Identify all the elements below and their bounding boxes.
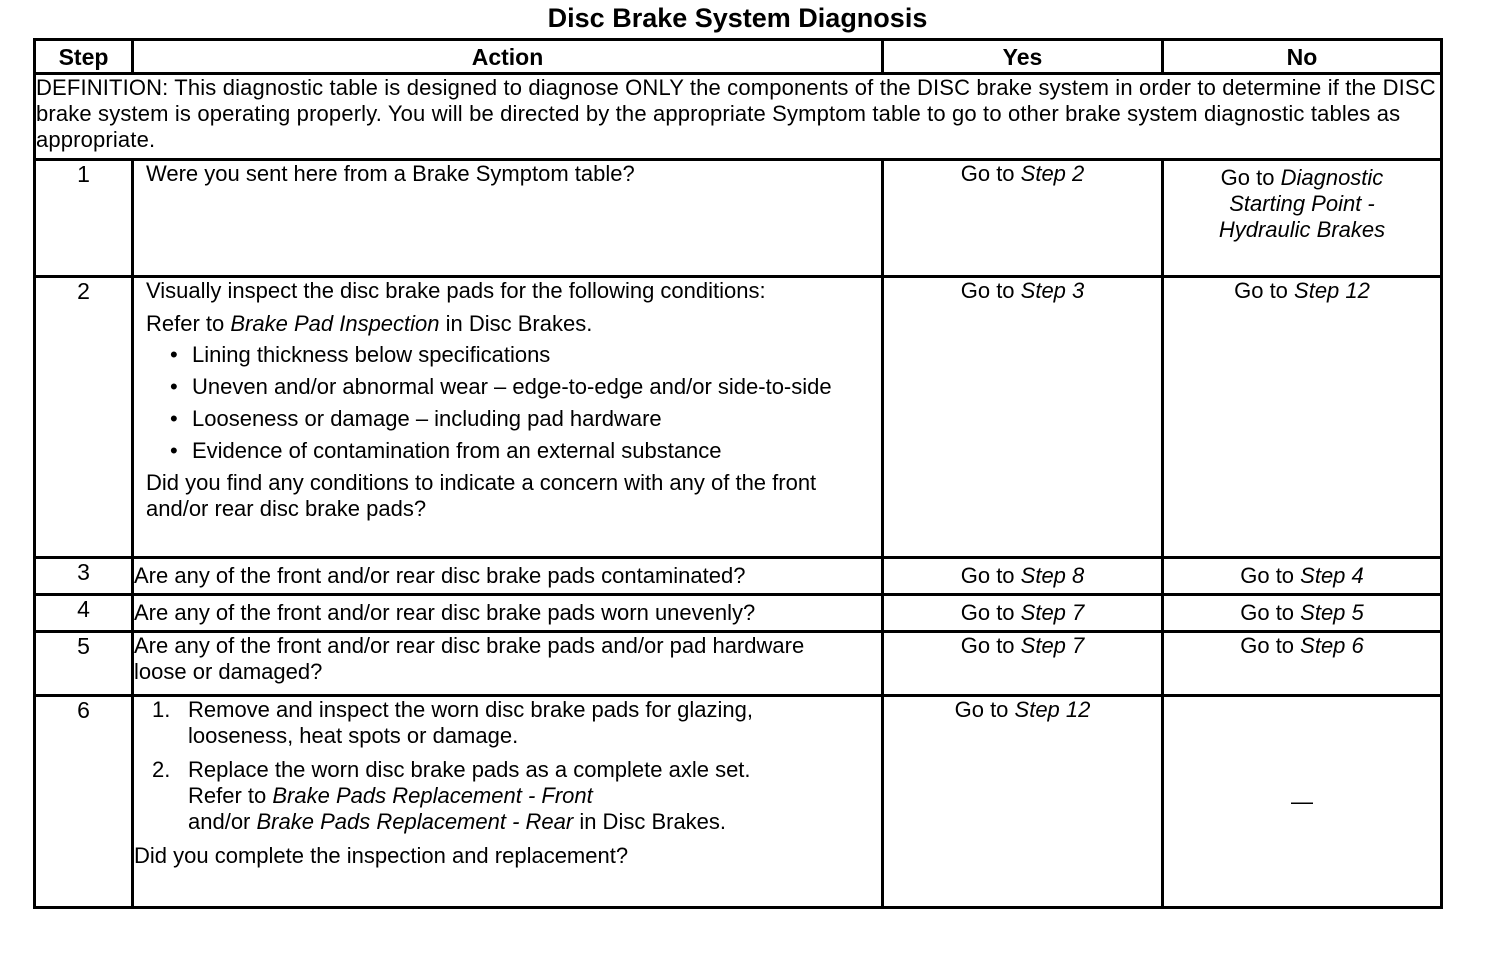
- header-row: [35, 40, 1442, 74]
- brake-pads-replacement-rear-link[interactable]: Brake Pads Replacement - Rear: [256, 809, 574, 834]
- no-cell: [1163, 277, 1442, 558]
- no-cell: [1163, 160, 1442, 277]
- action-cell: [133, 558, 883, 595]
- no-step-link[interactable]: Step 12: [1294, 278, 1370, 303]
- no-prefix: Go to: [1234, 278, 1295, 303]
- condition-list: [146, 342, 881, 464]
- bullet-icon: •: [170, 406, 178, 431]
- brake-pad-inspection-link[interactable]: Brake Pad Inspection: [230, 311, 440, 336]
- yes-cell: Go to Step 7: [883, 632, 1163, 696]
- list-item: 2. Replace the worn disc brake pads as a complete axle set. Refer to Brake Pads Replacement - Front and/or Brake Pads Replacement - Rear in Disc Brakes.: [152, 757, 751, 834]
- bullet-icon: •: [170, 438, 178, 463]
- intro-text: Visually inspect the disc brake pads for the following conditions:: [146, 278, 766, 303]
- bullet-icon: •: [170, 374, 178, 399]
- no-step-link[interactable]: Step 5: [1300, 600, 1364, 625]
- bullet-icon: •: [170, 342, 178, 367]
- action-cell: [133, 696, 883, 908]
- table-row: [35, 696, 1442, 908]
- yes-step-link[interactable]: Step 2: [1020, 161, 1085, 186]
- definition-row: [35, 74, 1442, 160]
- diagnosis-table: [33, 38, 1443, 909]
- yes-step-link[interactable]: Step 3: [1020, 278, 1085, 303]
- action-cell: [133, 277, 883, 558]
- step-number: 1: [35, 160, 133, 277]
- no-target-link-line2[interactable]: Starting Point -: [1229, 191, 1375, 216]
- question-text: Are any of the front and/or rear disc brake pads contaminated?: [134, 563, 746, 588]
- no-cell: Go to Step 6: [1163, 632, 1442, 696]
- table-row: [35, 558, 1442, 595]
- yes-step-link[interactable]: Step 12: [1014, 697, 1091, 722]
- yes-step-link[interactable]: Step 8: [1020, 563, 1085, 588]
- no-target-link-line3[interactable]: Hydraulic Brakes: [1218, 217, 1386, 242]
- yes-prefix: Go to: [960, 161, 1021, 186]
- no-dash: —: [1291, 788, 1313, 814]
- brake-pads-replacement-front-link[interactable]: Brake Pads Replacement - Front: [272, 783, 593, 808]
- table-row: [35, 632, 1442, 696]
- header-yes: Yes: [883, 40, 1163, 74]
- table-row: [35, 160, 1442, 277]
- yes-cell: Go to Step 8: [883, 558, 1163, 595]
- question-text: Did you find any conditions to indicate a concern with any of the front and/or rear disc brake pads?: [146, 470, 817, 521]
- step-number: 5: [35, 632, 133, 696]
- list-item: • Uneven and/or abnormal wear – edge-to-edge and/or side-to-side: [170, 374, 832, 399]
- reference-text: Refer to Brake Pad Inspection in Disc Brakes.: [146, 311, 593, 336]
- no-cell: Go to Step 5: [1163, 595, 1442, 632]
- definition-text: DEFINITION: This diagnostic table is designed to diagnose ONLY the components of the DISC brake system in order to determine if the DISC brake system is operating properly. You will be directed by the appropriate Symptom table to go to other brake system diagnostic tables as appropriate.: [35, 74, 1442, 160]
- no-prefix: Go to: [1220, 165, 1281, 190]
- yes-step-link[interactable]: Step 7: [1020, 633, 1085, 658]
- action-cell: [133, 160, 883, 277]
- yes-step-link[interactable]: Step 7: [1020, 600, 1085, 625]
- procedure-list: [134, 697, 881, 835]
- step-number: 6: [35, 696, 133, 908]
- list-item: • Evidence of contamination from an external substance: [170, 438, 722, 463]
- header-no: No: [1163, 40, 1442, 74]
- no-target-link[interactable]: Diagnostic: [1280, 165, 1384, 190]
- page-title: Disc Brake System Diagnosis: [547, 3, 928, 33]
- header-action: Action: [133, 40, 883, 74]
- list-item: 1. Remove and inspect the worn disc brake pads for glazing, looseness, heat spots or damage.: [152, 697, 753, 748]
- yes-cell: Go to Step 7: [883, 595, 1163, 632]
- question-text: Are any of the front and/or rear disc brake pads worn unevenly?: [134, 600, 756, 625]
- table-row: [35, 277, 1442, 558]
- question-text: Are any of the front and/or rear disc brake pads and/or pad hardware loose or damaged?: [134, 633, 805, 684]
- yes-prefix: Go to: [960, 278, 1021, 303]
- yes-cell: [883, 277, 1163, 558]
- yes-cell: [883, 160, 1163, 277]
- no-step-link[interactable]: Step 6: [1300, 633, 1364, 658]
- step-number: 4: [35, 595, 133, 632]
- no-cell: [1163, 696, 1442, 908]
- action-cell: [133, 595, 883, 632]
- header-step: Step: [35, 40, 133, 74]
- question-text: Were you sent here from a Brake Symptom table?: [146, 161, 635, 186]
- step-number: 2: [35, 277, 133, 558]
- table-row: [35, 595, 1442, 632]
- no-step-link[interactable]: Step 4: [1300, 563, 1364, 588]
- no-cell: Go to Step 4: [1163, 558, 1442, 595]
- list-item: • Lining thickness below specifications: [170, 342, 551, 367]
- question-text: Did you complete the inspection and replacement?: [134, 843, 629, 868]
- yes-cell: Go to Step 12: [883, 696, 1163, 908]
- step-number: 3: [35, 558, 133, 595]
- list-item: • Looseness or damage – including pad hardware: [170, 406, 662, 431]
- action-cell: [133, 632, 883, 696]
